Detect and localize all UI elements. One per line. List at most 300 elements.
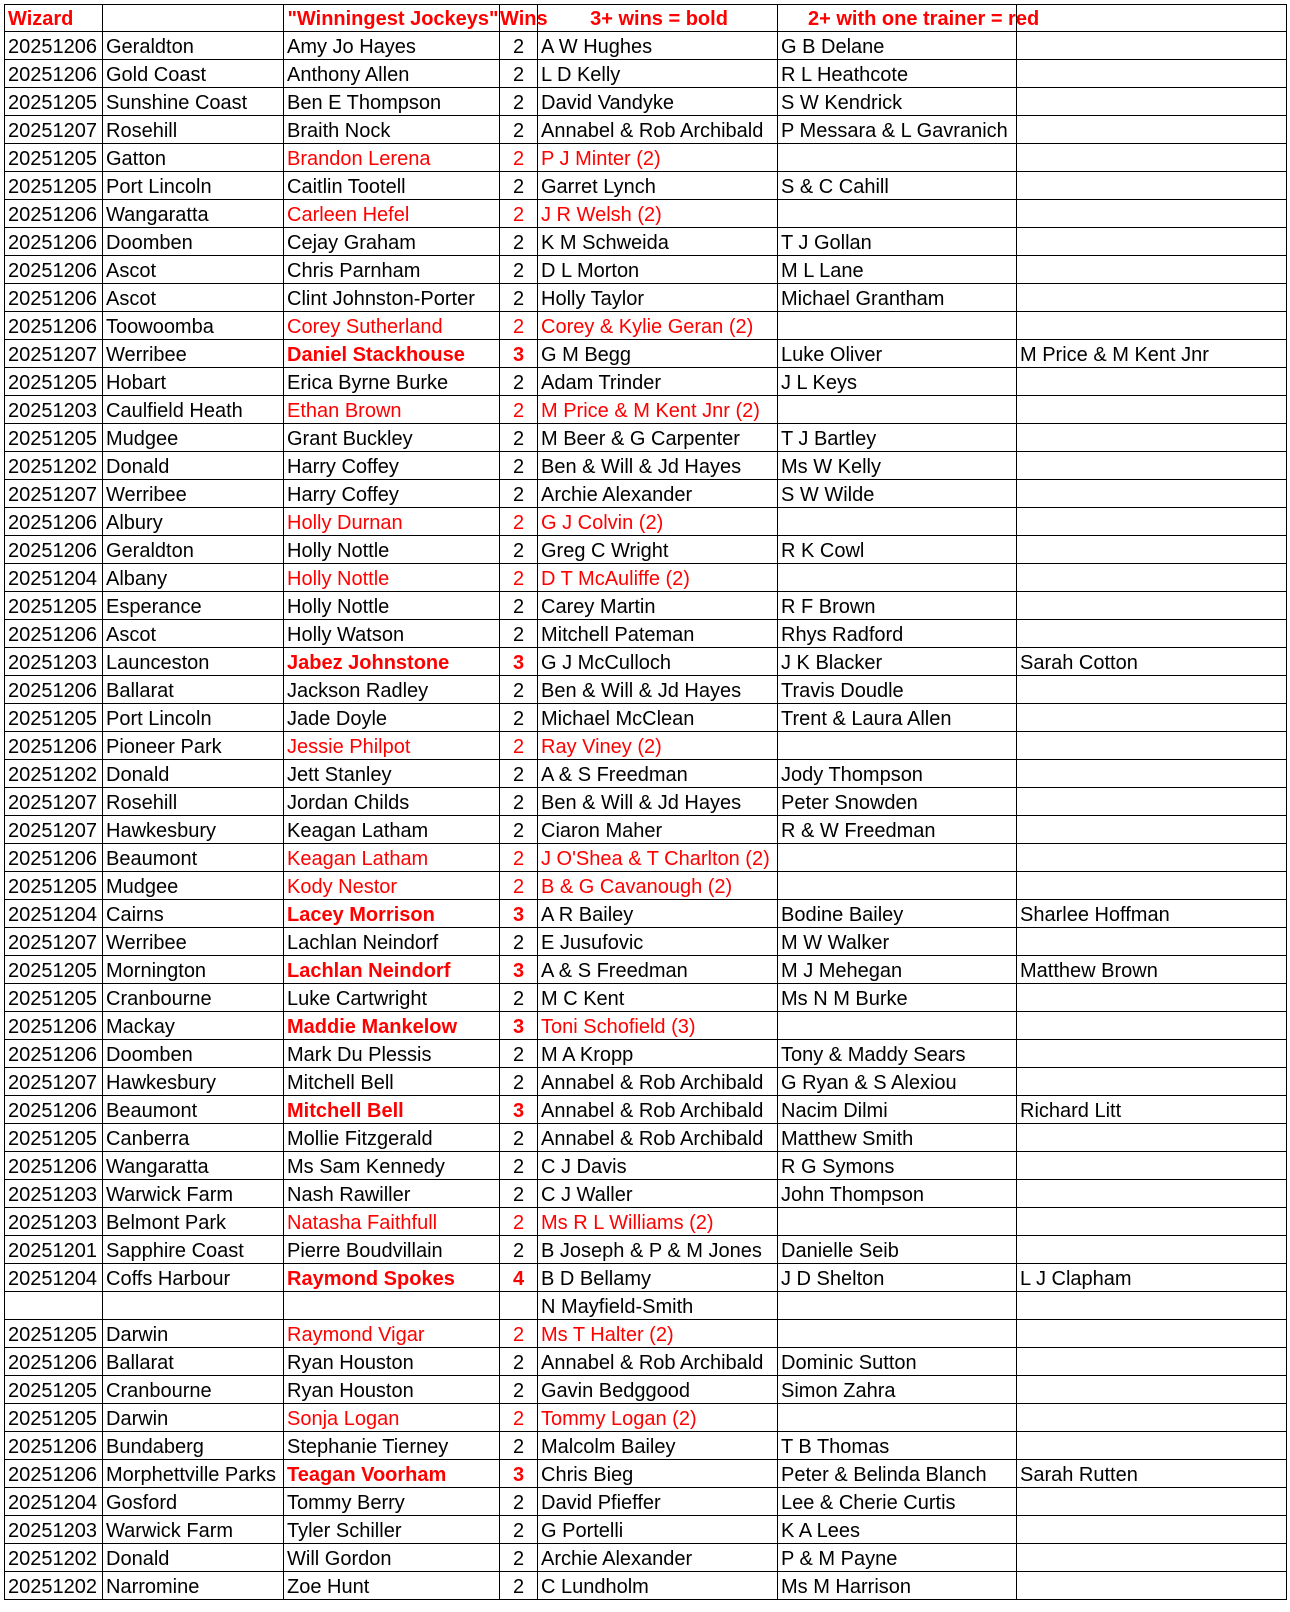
cell-jockey[interactable]: Daniel Stackhouse: [284, 340, 500, 368]
cell-date[interactable]: 20251205: [5, 172, 103, 200]
cell-trainer-3[interactable]: [1017, 60, 1287, 88]
cell-jockey[interactable]: Teagan Voorham: [284, 1460, 500, 1488]
cell-trainer-2[interactable]: Ms N M Burke: [778, 984, 1017, 1012]
cell-trainer-1[interactable]: A & S Freedman: [538, 956, 778, 984]
cell-trainer-1[interactable]: Annabel & Rob Archibald: [538, 116, 778, 144]
cell-trainer-1[interactable]: Annabel & Rob Archibald: [538, 1124, 778, 1152]
cell-trainer-2[interactable]: Michael Grantham: [778, 284, 1017, 312]
header-cell-wins[interactable]: Wins: [500, 5, 538, 32]
cell-jockey[interactable]: Grant Buckley: [284, 424, 500, 452]
cell-venue[interactable]: Darwin: [103, 1320, 284, 1348]
cell-trainer-3[interactable]: [1017, 1124, 1287, 1152]
cell-date[interactable]: 20251206: [5, 676, 103, 704]
cell-venue[interactable]: Narromine: [103, 1572, 284, 1600]
cell-jockey[interactable]: Cejay Graham: [284, 228, 500, 256]
cell-jockey[interactable]: Keagan Latham: [284, 816, 500, 844]
cell-trainer-2[interactable]: P Messara & L Gavranich: [778, 116, 1017, 144]
cell-date[interactable]: 20251207: [5, 788, 103, 816]
cell-venue[interactable]: Doomben: [103, 228, 284, 256]
cell-trainer-3[interactable]: Sarah Cotton: [1017, 648, 1287, 676]
cell-venue[interactable]: Gatton: [103, 144, 284, 172]
cell-date[interactable]: 20251206: [5, 732, 103, 760]
cell-trainer-3[interactable]: [1017, 732, 1287, 760]
cell-wins[interactable]: 2: [500, 172, 538, 200]
cell-date[interactable]: 20251206: [5, 200, 103, 228]
cell-trainer-3[interactable]: [1017, 1488, 1287, 1516]
cell-jockey[interactable]: Mitchell Bell: [284, 1068, 500, 1096]
cell-date[interactable]: 20251206: [5, 256, 103, 284]
cell-trainer-3[interactable]: Matthew Brown: [1017, 956, 1287, 984]
cell-venue[interactable]: Albany: [103, 564, 284, 592]
cell-trainer-1[interactable]: G M Begg: [538, 340, 778, 368]
cell-trainer-1[interactable]: M Beer & G Carpenter: [538, 424, 778, 452]
cell-venue[interactable]: Esperance: [103, 592, 284, 620]
cell-date[interactable]: 20251205: [5, 704, 103, 732]
cell-venue[interactable]: Mudgee: [103, 872, 284, 900]
cell-wins[interactable]: 2: [500, 116, 538, 144]
cell-trainer-3[interactable]: [1017, 480, 1287, 508]
cell-trainer-3[interactable]: [1017, 536, 1287, 564]
cell-date[interactable]: 20251207: [5, 340, 103, 368]
cell-jockey[interactable]: Ethan Brown: [284, 396, 500, 424]
cell-trainer-2[interactable]: R & W Freedman: [778, 816, 1017, 844]
cell-date[interactable]: 20251205: [5, 872, 103, 900]
cell-wins[interactable]: 3: [500, 648, 538, 676]
cell-trainer-1[interactable]: Adam Trinder: [538, 368, 778, 396]
cell-trainer-3[interactable]: [1017, 172, 1287, 200]
cell-venue[interactable]: Beaumont: [103, 844, 284, 872]
cell-wins[interactable]: [500, 1292, 538, 1320]
cell-wins[interactable]: 2: [500, 1404, 538, 1432]
cell-trainer-3[interactable]: [1017, 1040, 1287, 1068]
cell-trainer-2[interactable]: T J Bartley: [778, 424, 1017, 452]
cell-wins[interactable]: 2: [500, 704, 538, 732]
cell-jockey[interactable]: Jabez Johnstone: [284, 648, 500, 676]
cell-date[interactable]: 20251206: [5, 312, 103, 340]
cell-trainer-3[interactable]: [1017, 1292, 1287, 1320]
cell-date[interactable]: 20251205: [5, 592, 103, 620]
cell-trainer-2[interactable]: Dominic Sutton: [778, 1348, 1017, 1376]
cell-wins[interactable]: 2: [500, 1236, 538, 1264]
header-cell-wizard[interactable]: Wizard: [5, 5, 103, 32]
cell-jockey[interactable]: Jett Stanley: [284, 760, 500, 788]
cell-date[interactable]: 20251206: [5, 1040, 103, 1068]
cell-date[interactable]: 20251205: [5, 1376, 103, 1404]
cell-date[interactable]: 20251206: [5, 284, 103, 312]
cell-date[interactable]: 20251206: [5, 620, 103, 648]
cell-wins[interactable]: 2: [500, 620, 538, 648]
cell-wins[interactable]: 2: [500, 32, 538, 60]
cell-wins[interactable]: 2: [500, 228, 538, 256]
cell-venue[interactable]: Gosford: [103, 1488, 284, 1516]
cell-trainer-3[interactable]: [1017, 1432, 1287, 1460]
cell-trainer-1[interactable]: C J Davis: [538, 1152, 778, 1180]
cell-trainer-1[interactable]: L D Kelly: [538, 60, 778, 88]
cell-wins[interactable]: 3: [500, 1460, 538, 1488]
cell-jockey[interactable]: Tommy Berry: [284, 1488, 500, 1516]
cell-wins[interactable]: 2: [500, 1124, 538, 1152]
cell-wins[interactable]: 2: [500, 1068, 538, 1096]
cell-jockey[interactable]: Holly Nottle: [284, 536, 500, 564]
cell-trainer-2[interactable]: [778, 1404, 1017, 1432]
cell-trainer-1[interactable]: Malcolm Bailey: [538, 1432, 778, 1460]
cell-date[interactable]: 20251201: [5, 1236, 103, 1264]
cell-wins[interactable]: 2: [500, 480, 538, 508]
cell-jockey[interactable]: Pierre Boudvillain: [284, 1236, 500, 1264]
cell-trainer-2[interactable]: Simon Zahra: [778, 1376, 1017, 1404]
cell-jockey[interactable]: Natasha Faithfull: [284, 1208, 500, 1236]
cell-wins[interactable]: 2: [500, 368, 538, 396]
cell-jockey[interactable]: Raymond Vigar: [284, 1320, 500, 1348]
cell-trainer-1[interactable]: Tommy Logan (2): [538, 1404, 778, 1432]
cell-venue[interactable]: Hawkesbury: [103, 1068, 284, 1096]
cell-jockey[interactable]: Keagan Latham: [284, 844, 500, 872]
cell-date[interactable]: 20251205: [5, 956, 103, 984]
cell-wins[interactable]: 2: [500, 284, 538, 312]
cell-trainer-3[interactable]: [1017, 984, 1287, 1012]
cell-jockey[interactable]: Lachlan Neindorf: [284, 956, 500, 984]
cell-date[interactable]: 20251206: [5, 1460, 103, 1488]
cell-wins[interactable]: 2: [500, 1376, 538, 1404]
cell-date[interactable]: 20251206: [5, 228, 103, 256]
cell-trainer-2[interactable]: M J Mehegan: [778, 956, 1017, 984]
cell-jockey[interactable]: Holly Durnan: [284, 508, 500, 536]
cell-trainer-1[interactable]: Ray Viney (2): [538, 732, 778, 760]
cell-jockey[interactable]: Luke Cartwright: [284, 984, 500, 1012]
cell-trainer-1[interactable]: David Pfieffer: [538, 1488, 778, 1516]
cell-trainer-3[interactable]: Sharlee Hoffman: [1017, 900, 1287, 928]
cell-date[interactable]: 20251206: [5, 508, 103, 536]
cell-venue[interactable]: Bundaberg: [103, 1432, 284, 1460]
cell-trainer-3[interactable]: [1017, 1544, 1287, 1572]
cell-trainer-2[interactable]: Ms W Kelly: [778, 452, 1017, 480]
cell-jockey[interactable]: Jade Doyle: [284, 704, 500, 732]
cell-wins[interactable]: 2: [500, 1348, 538, 1376]
cell-date[interactable]: 20251204: [5, 564, 103, 592]
cell-venue[interactable]: Hobart: [103, 368, 284, 396]
cell-trainer-1[interactable]: Archie Alexander: [538, 480, 778, 508]
cell-trainer-3[interactable]: [1017, 760, 1287, 788]
cell-trainer-2[interactable]: Travis Doudle: [778, 676, 1017, 704]
cell-date[interactable]: 20251206: [5, 536, 103, 564]
cell-venue[interactable]: Rosehill: [103, 788, 284, 816]
cell-trainer-2[interactable]: Lee & Cherie Curtis: [778, 1488, 1017, 1516]
cell-trainer-2[interactable]: T J Gollan: [778, 228, 1017, 256]
cell-wins[interactable]: 2: [500, 200, 538, 228]
cell-jockey[interactable]: Raymond Spokes: [284, 1264, 500, 1292]
cell-trainer-3[interactable]: [1017, 256, 1287, 284]
cell-trainer-1[interactable]: M C Kent: [538, 984, 778, 1012]
cell-trainer-2[interactable]: Peter & Belinda Blanch: [778, 1460, 1017, 1488]
cell-trainer-1[interactable]: Chris Bieg: [538, 1460, 778, 1488]
cell-venue[interactable]: Donald: [103, 760, 284, 788]
cell-date[interactable]: 20251205: [5, 368, 103, 396]
cell-venue[interactable]: Belmont Park: [103, 1208, 284, 1236]
cell-trainer-2[interactable]: J K Blacker: [778, 648, 1017, 676]
cell-wins[interactable]: 3: [500, 340, 538, 368]
cell-date[interactable]: 20251205: [5, 1124, 103, 1152]
cell-trainer-2[interactable]: Luke Oliver: [778, 340, 1017, 368]
header-cell-bold-legend[interactable]: 3+ wins = bold: [538, 5, 778, 32]
cell-venue[interactable]: Beaumont: [103, 1096, 284, 1124]
cell-trainer-3[interactable]: [1017, 228, 1287, 256]
cell-trainer-2[interactable]: [778, 1292, 1017, 1320]
cell-trainer-3[interactable]: [1017, 424, 1287, 452]
cell-venue[interactable]: Ballarat: [103, 676, 284, 704]
cell-trainer-1[interactable]: Ciaron Maher: [538, 816, 778, 844]
cell-trainer-2[interactable]: [778, 508, 1017, 536]
cell-venue[interactable]: Wangaratta: [103, 1152, 284, 1180]
cell-jockey[interactable]: Caitlin Tootell: [284, 172, 500, 200]
cell-jockey[interactable]: Lacey Morrison: [284, 900, 500, 928]
cell-trainer-2[interactable]: [778, 312, 1017, 340]
cell-trainer-1[interactable]: C J Waller: [538, 1180, 778, 1208]
cell-trainer-1[interactable]: Annabel & Rob Archibald: [538, 1096, 778, 1124]
cell-date[interactable]: 20251203: [5, 1180, 103, 1208]
cell-date[interactable]: 20251206: [5, 1012, 103, 1040]
cell-trainer-1[interactable]: Garret Lynch: [538, 172, 778, 200]
cell-trainer-1[interactable]: K M Schweida: [538, 228, 778, 256]
cell-jockey[interactable]: Carleen Hefel: [284, 200, 500, 228]
cell-trainer-2[interactable]: J D Shelton: [778, 1264, 1017, 1292]
cell-venue[interactable]: Cranbourne: [103, 984, 284, 1012]
cell-trainer-1[interactable]: Ms T Halter (2): [538, 1320, 778, 1348]
cell-trainer-3[interactable]: [1017, 116, 1287, 144]
cell-trainer-1[interactable]: Mitchell Pateman: [538, 620, 778, 648]
cell-wins[interactable]: 2: [500, 732, 538, 760]
cell-trainer-2[interactable]: Jody Thompson: [778, 760, 1017, 788]
cell-date[interactable]: 20251204: [5, 1264, 103, 1292]
cell-wins[interactable]: 2: [500, 872, 538, 900]
cell-venue[interactable]: Coffs Harbour: [103, 1264, 284, 1292]
cell-trainer-1[interactable]: D T McAuliffe (2): [538, 564, 778, 592]
cell-trainer-3[interactable]: [1017, 1180, 1287, 1208]
cell-trainer-1[interactable]: A R Bailey: [538, 900, 778, 928]
cell-date[interactable]: 20251202: [5, 1572, 103, 1600]
cell-trainer-2[interactable]: [778, 1208, 1017, 1236]
cell-trainer-3[interactable]: [1017, 312, 1287, 340]
cell-jockey[interactable]: [284, 1292, 500, 1320]
cell-wins[interactable]: 2: [500, 1432, 538, 1460]
cell-trainer-3[interactable]: [1017, 284, 1287, 312]
cell-wins[interactable]: 2: [500, 816, 538, 844]
cell-jockey[interactable]: Corey Sutherland: [284, 312, 500, 340]
cell-trainer-1[interactable]: B Joseph & P & M Jones: [538, 1236, 778, 1264]
cell-wins[interactable]: 2: [500, 1152, 538, 1180]
cell-trainer-1[interactable]: G J Colvin (2): [538, 508, 778, 536]
cell-wins[interactable]: 2: [500, 1040, 538, 1068]
cell-date[interactable]: 20251203: [5, 1516, 103, 1544]
cell-venue[interactable]: Morphettville Parks: [103, 1460, 284, 1488]
cell-date[interactable]: 20251204: [5, 1488, 103, 1516]
cell-trainer-2[interactable]: S W Wilde: [778, 480, 1017, 508]
cell-jockey[interactable]: Holly Nottle: [284, 592, 500, 620]
cell-trainer-2[interactable]: [778, 564, 1017, 592]
cell-date[interactable]: 20251207: [5, 480, 103, 508]
cell-venue[interactable]: Geraldton: [103, 536, 284, 564]
cell-trainer-1[interactable]: M A Kropp: [538, 1040, 778, 1068]
cell-jockey[interactable]: Jessie Philpot: [284, 732, 500, 760]
cell-wins[interactable]: 2: [500, 1208, 538, 1236]
cell-date[interactable]: 20251205: [5, 1320, 103, 1348]
cell-wins[interactable]: 2: [500, 1516, 538, 1544]
cell-jockey[interactable]: Ben E Thompson: [284, 88, 500, 116]
cell-wins[interactable]: 2: [500, 1544, 538, 1572]
cell-trainer-3[interactable]: [1017, 1208, 1287, 1236]
cell-trainer-1[interactable]: David Vandyke: [538, 88, 778, 116]
cell-wins[interactable]: 2: [500, 788, 538, 816]
cell-date[interactable]: 20251202: [5, 1544, 103, 1572]
cell-jockey[interactable]: Braith Nock: [284, 116, 500, 144]
cell-wins[interactable]: 2: [500, 564, 538, 592]
cell-trainer-3[interactable]: [1017, 396, 1287, 424]
cell-trainer-2[interactable]: Bodine Bailey: [778, 900, 1017, 928]
cell-jockey[interactable]: Mark Du Plessis: [284, 1040, 500, 1068]
cell-date[interactable]: 20251207: [5, 928, 103, 956]
cell-venue[interactable]: Warwick Farm: [103, 1180, 284, 1208]
cell-date[interactable]: 20251205: [5, 1404, 103, 1432]
cell-jockey[interactable]: Clint Johnston-Porter: [284, 284, 500, 312]
cell-venue[interactable]: Ascot: [103, 620, 284, 648]
header-cell-extra[interactable]: [1017, 5, 1287, 32]
cell-trainer-3[interactable]: L J Clapham: [1017, 1264, 1287, 1292]
header-cell-title[interactable]: "Winningest Jockeys": [284, 5, 500, 32]
cell-jockey[interactable]: Amy Jo Hayes: [284, 32, 500, 60]
cell-wins[interactable]: 3: [500, 1096, 538, 1124]
cell-trainer-2[interactable]: M L Lane: [778, 256, 1017, 284]
cell-date[interactable]: 20251202: [5, 452, 103, 480]
cell-date[interactable]: 20251206: [5, 1348, 103, 1376]
cell-wins[interactable]: 2: [500, 844, 538, 872]
cell-date[interactable]: 20251203: [5, 1208, 103, 1236]
cell-wins[interactable]: 2: [500, 760, 538, 788]
cell-trainer-2[interactable]: [778, 396, 1017, 424]
cell-trainer-2[interactable]: Trent & Laura Allen: [778, 704, 1017, 732]
cell-trainer-2[interactable]: [778, 144, 1017, 172]
cell-trainer-1[interactable]: Toni Schofield (3): [538, 1012, 778, 1040]
cell-venue[interactable]: Wangaratta: [103, 200, 284, 228]
cell-trainer-2[interactable]: J L Keys: [778, 368, 1017, 396]
cell-trainer-2[interactable]: Peter Snowden: [778, 788, 1017, 816]
cell-wins[interactable]: 3: [500, 956, 538, 984]
cell-trainer-2[interactable]: Ms M Harrison: [778, 1572, 1017, 1600]
cell-trainer-3[interactable]: [1017, 872, 1287, 900]
cell-date[interactable]: 20251205: [5, 88, 103, 116]
cell-trainer-1[interactable]: N Mayfield-Smith: [538, 1292, 778, 1320]
cell-venue[interactable]: Donald: [103, 1544, 284, 1572]
cell-trainer-2[interactable]: [778, 872, 1017, 900]
cell-trainer-2[interactable]: R K Cowl: [778, 536, 1017, 564]
cell-trainer-2[interactable]: R G Symons: [778, 1152, 1017, 1180]
cell-trainer-3[interactable]: [1017, 88, 1287, 116]
cell-trainer-1[interactable]: J R Welsh (2): [538, 200, 778, 228]
cell-trainer-3[interactable]: [1017, 676, 1287, 704]
cell-jockey[interactable]: Erica Byrne Burke: [284, 368, 500, 396]
cell-jockey[interactable]: Holly Watson: [284, 620, 500, 648]
cell-jockey[interactable]: Harry Coffey: [284, 452, 500, 480]
cell-venue[interactable]: Werribee: [103, 928, 284, 956]
cell-trainer-1[interactable]: Annabel & Rob Archibald: [538, 1348, 778, 1376]
cell-jockey[interactable]: Brandon Lerena: [284, 144, 500, 172]
cell-wins[interactable]: 2: [500, 1572, 538, 1600]
cell-trainer-1[interactable]: B D Bellamy: [538, 1264, 778, 1292]
cell-wins[interactable]: 2: [500, 1320, 538, 1348]
cell-jockey[interactable]: Stephanie Tierney: [284, 1432, 500, 1460]
cell-trainer-2[interactable]: M W Walker: [778, 928, 1017, 956]
cell-trainer-3[interactable]: [1017, 144, 1287, 172]
cell-trainer-3[interactable]: [1017, 1152, 1287, 1180]
cell-trainer-1[interactable]: Annabel & Rob Archibald: [538, 1068, 778, 1096]
cell-trainer-3[interactable]: [1017, 1236, 1287, 1264]
cell-date[interactable]: 20251206: [5, 1152, 103, 1180]
cell-jockey[interactable]: Tyler Schiller: [284, 1516, 500, 1544]
cell-trainer-1[interactable]: Gavin Bedggood: [538, 1376, 778, 1404]
cell-wins[interactable]: 2: [500, 60, 538, 88]
cell-date[interactable]: [5, 1292, 103, 1320]
cell-jockey[interactable]: Sonja Logan: [284, 1404, 500, 1432]
cell-trainer-3[interactable]: [1017, 508, 1287, 536]
cell-trainer-3[interactable]: [1017, 1572, 1287, 1600]
cell-venue[interactable]: Toowoomba: [103, 312, 284, 340]
cell-wins[interactable]: 2: [500, 144, 538, 172]
cell-trainer-1[interactable]: Ben & Will & Jd Hayes: [538, 788, 778, 816]
cell-venue[interactable]: Canberra: [103, 1124, 284, 1152]
cell-wins[interactable]: 2: [500, 88, 538, 116]
cell-venue[interactable]: Caulfield Heath: [103, 396, 284, 424]
cell-jockey[interactable]: Nash Rawiller: [284, 1180, 500, 1208]
cell-venue[interactable]: Gold Coast: [103, 60, 284, 88]
cell-venue[interactable]: Doomben: [103, 1040, 284, 1068]
cell-trainer-3[interactable]: [1017, 1516, 1287, 1544]
cell-trainer-2[interactable]: G B Delane: [778, 32, 1017, 60]
cell-jockey[interactable]: Zoe Hunt: [284, 1572, 500, 1600]
cell-date[interactable]: 20251206: [5, 1432, 103, 1460]
cell-trainer-3[interactable]: M Price & M Kent Jnr: [1017, 340, 1287, 368]
cell-venue[interactable]: Ballarat: [103, 1348, 284, 1376]
cell-venue[interactable]: Donald: [103, 452, 284, 480]
cell-trainer-1[interactable]: Archie Alexander: [538, 1544, 778, 1572]
cell-trainer-3[interactable]: [1017, 816, 1287, 844]
cell-trainer-2[interactable]: S W Kendrick: [778, 88, 1017, 116]
cell-trainer-3[interactable]: [1017, 1012, 1287, 1040]
cell-jockey[interactable]: Mitchell Bell: [284, 1096, 500, 1124]
cell-trainer-2[interactable]: R F Brown: [778, 592, 1017, 620]
cell-trainer-1[interactable]: B & G Cavanough (2): [538, 872, 778, 900]
cell-trainer-3[interactable]: [1017, 1320, 1287, 1348]
cell-venue[interactable]: Pioneer Park: [103, 732, 284, 760]
cell-trainer-3[interactable]: Sarah Rutten: [1017, 1460, 1287, 1488]
cell-venue[interactable]: Mackay: [103, 1012, 284, 1040]
cell-trainer-3[interactable]: [1017, 1376, 1287, 1404]
cell-trainer-3[interactable]: [1017, 928, 1287, 956]
cell-trainer-3[interactable]: [1017, 1348, 1287, 1376]
cell-trainer-3[interactable]: [1017, 1404, 1287, 1432]
cell-date[interactable]: 20251203: [5, 648, 103, 676]
cell-venue[interactable]: Ascot: [103, 284, 284, 312]
cell-trainer-1[interactable]: Corey & Kylie Geran (2): [538, 312, 778, 340]
cell-trainer-1[interactable]: M Price & M Kent Jnr (2): [538, 396, 778, 424]
cell-trainer-2[interactable]: Rhys Radford: [778, 620, 1017, 648]
cell-trainer-1[interactable]: E Jusufovic: [538, 928, 778, 956]
cell-trainer-3[interactable]: [1017, 564, 1287, 592]
cell-date[interactable]: 20251204: [5, 900, 103, 928]
cell-trainer-2[interactable]: P & M Payne: [778, 1544, 1017, 1572]
cell-venue[interactable]: Cranbourne: [103, 1376, 284, 1404]
cell-jockey[interactable]: Ms Sam Kennedy: [284, 1152, 500, 1180]
cell-wins[interactable]: 2: [500, 676, 538, 704]
cell-trainer-3[interactable]: [1017, 200, 1287, 228]
cell-wins[interactable]: 2: [500, 312, 538, 340]
